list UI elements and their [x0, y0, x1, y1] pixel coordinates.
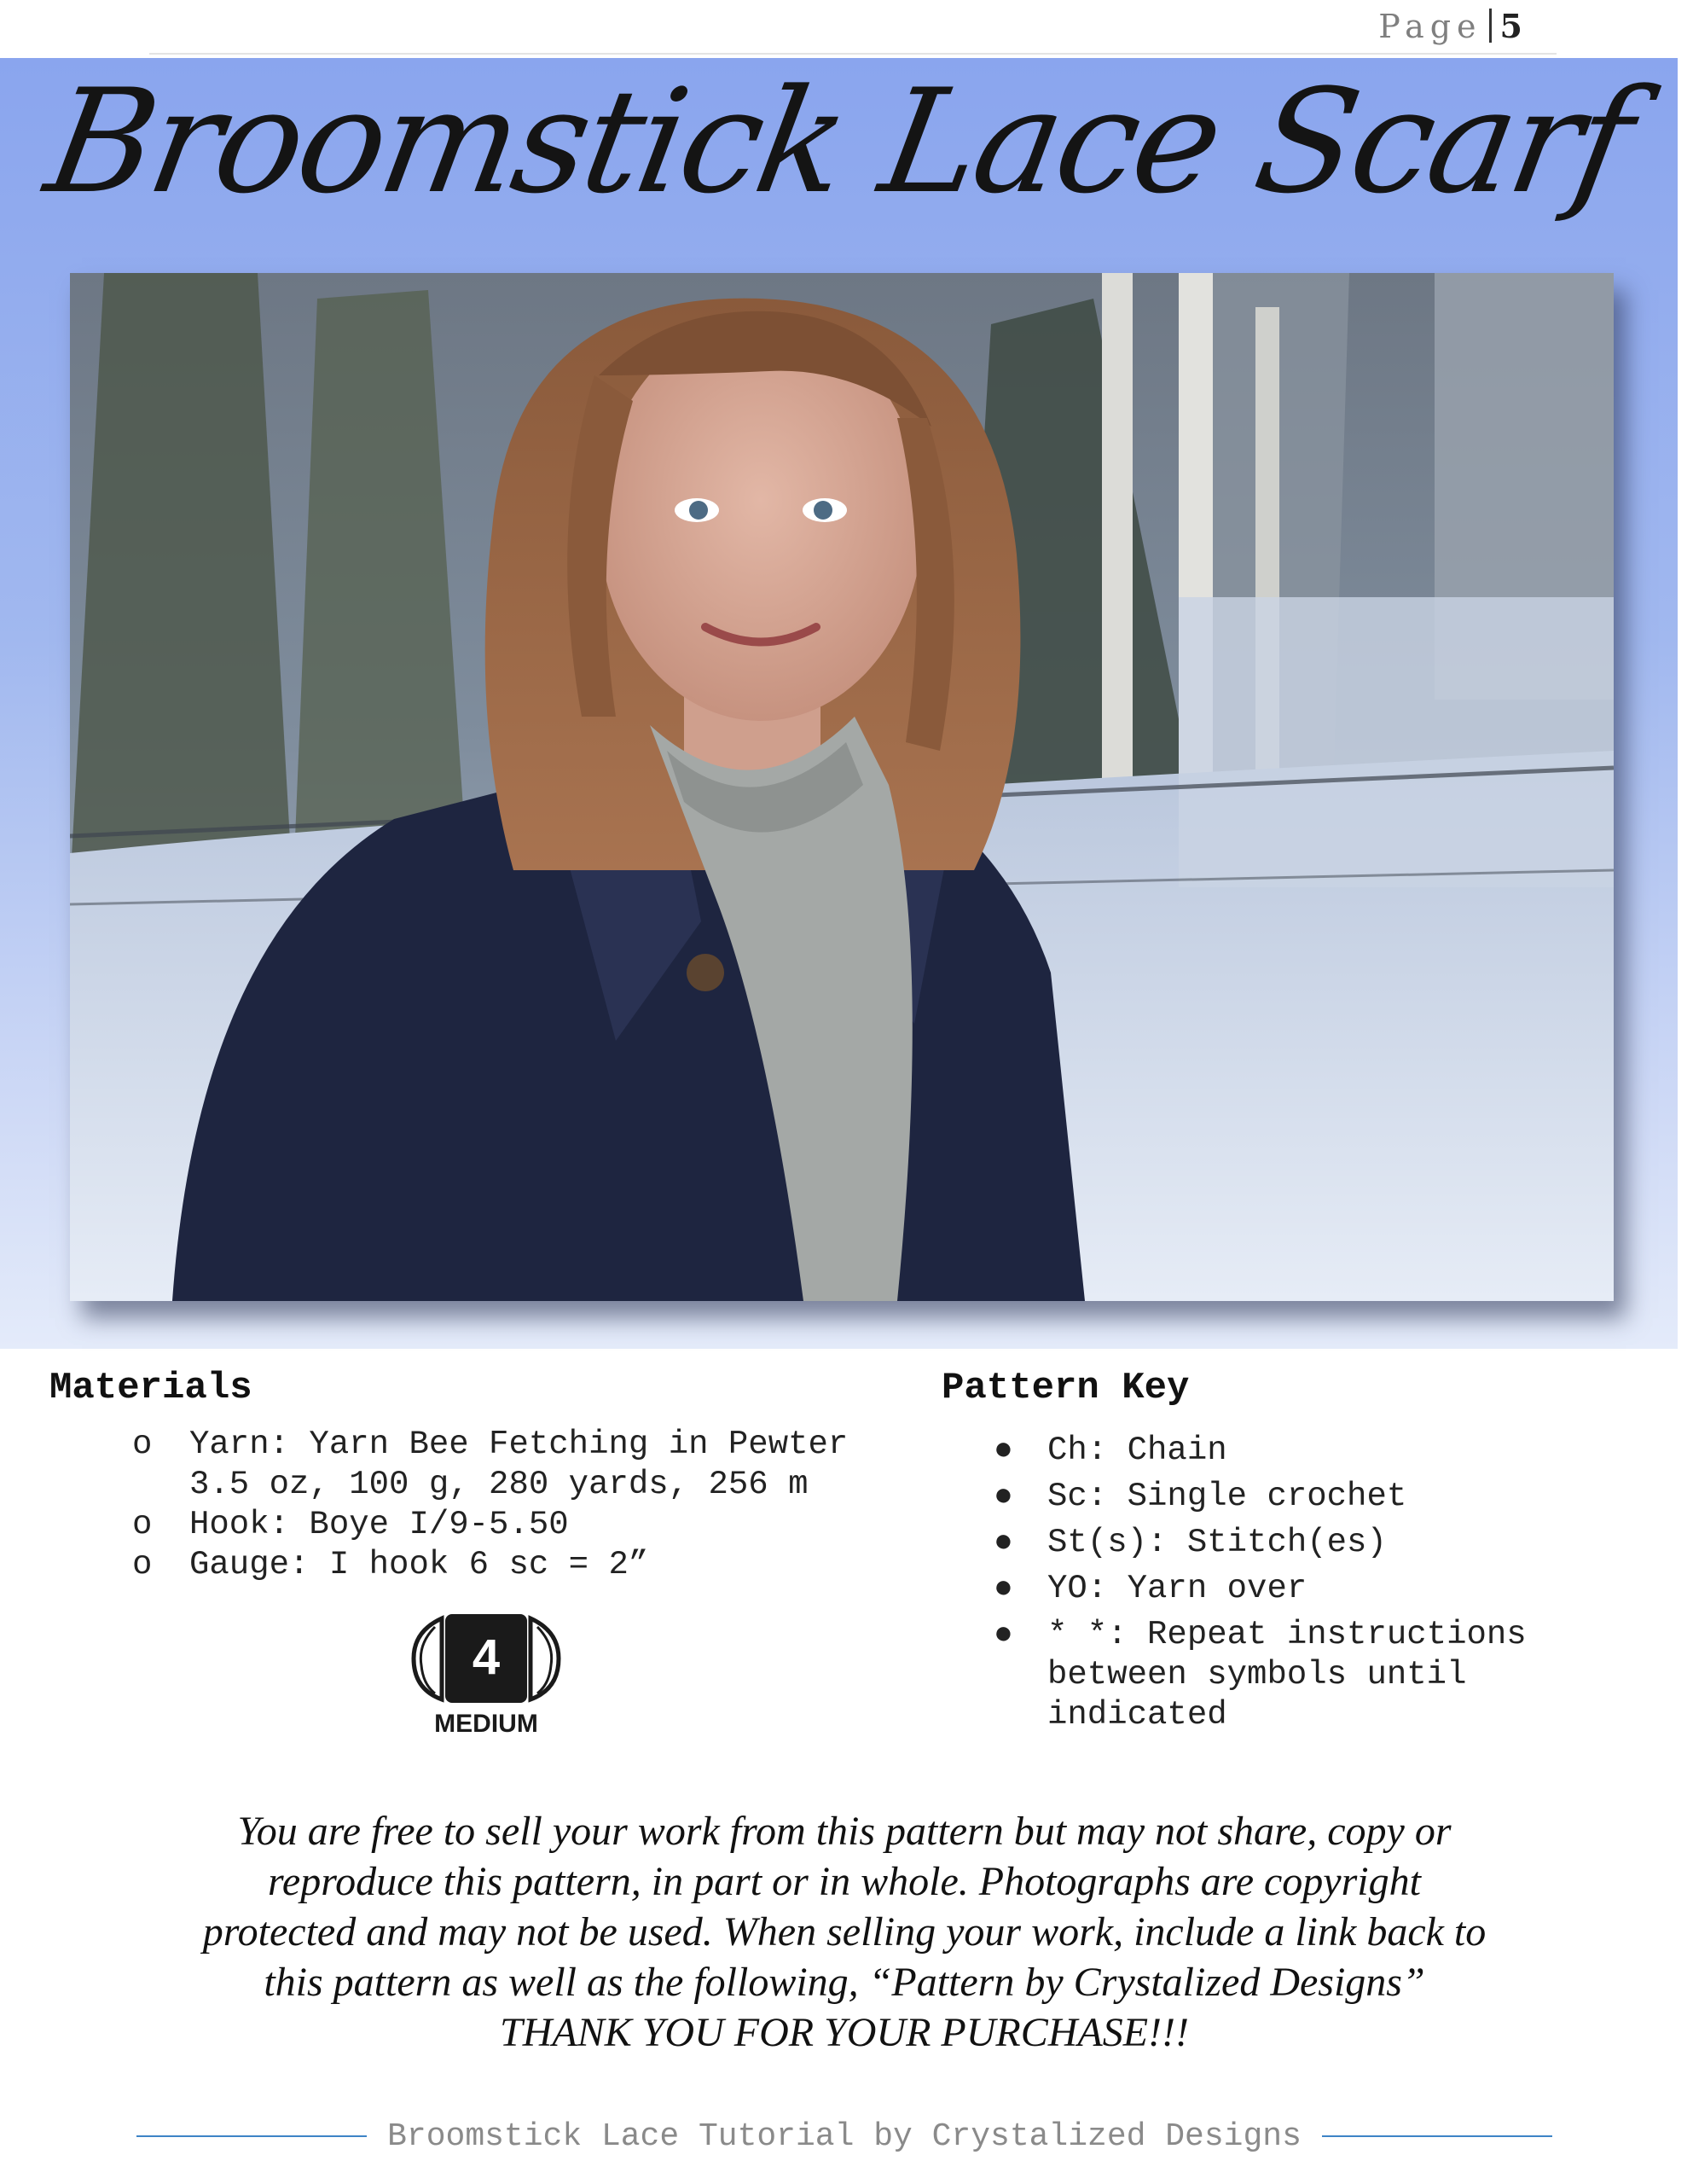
list-item [989, 1569, 1603, 1609]
bullet: ● [994, 1478, 1013, 1515]
bullet: ● [994, 1617, 1013, 1653]
page-number-value: 5 [1499, 7, 1522, 45]
footer [136, 2114, 1552, 2157]
materials-item-hook: Hook: Boye I/9-5.50 [189, 1506, 569, 1543]
key-item-sts: St(s): Stitch(es) [1047, 1524, 1387, 1561]
list-item [989, 1523, 1603, 1563]
materials-item-yarn: Yarn: Yarn Bee Fetching in Pewter 3.5 oz, 100 g, 280 yards, 256 m [189, 1426, 849, 1503]
scarf-photo [70, 273, 1614, 1301]
materials-item-gauge: Gauge: I hook 6 sc = 2” [189, 1546, 649, 1583]
key-item-yo: YO: Yarn over [1047, 1570, 1307, 1607]
list-item [132, 1545, 917, 1585]
photo-illustration [70, 273, 1614, 1301]
yarn-weight-label: MEDIUM [434, 1710, 538, 1738]
bullet: ● [994, 1525, 1013, 1561]
materials-list [132, 1425, 917, 1585]
yarn-weight-icon [409, 1606, 563, 1742]
yarn-weight-number: 4 [472, 1629, 501, 1685]
page-header [149, 0, 1557, 55]
materials-heading: Materials [49, 1367, 252, 1409]
thank-you-line: THANK YOU FOR YOUR PURCHASE!!! [500, 2010, 1189, 2055]
footer-text: Broomstick Lace Tutorial by Crystalized Designs [387, 2118, 1302, 2155]
list-item [989, 1477, 1603, 1517]
list-item [989, 1615, 1603, 1735]
bullet: o [132, 1546, 153, 1583]
notice-line: this pattern as well as the following, “Pattern by Crystalized Designs” [264, 1960, 1425, 2005]
pattern-key-list [989, 1431, 1603, 1741]
list-item [132, 1505, 917, 1545]
key-item-repeat: * *: Repeat instructions between symbols until indicated [1047, 1616, 1527, 1734]
notice-line: reproduce this pattern, in part or in whole. Photographs are copyright [268, 1859, 1421, 1904]
pattern-key-heading: Pattern Key [942, 1367, 1190, 1409]
footer-rule-right [1322, 2135, 1552, 2137]
bullet: ● [994, 1432, 1013, 1469]
bullet: o [132, 1506, 153, 1543]
list-item [132, 1425, 917, 1505]
page-title: Broomstick Lace Scarf [35, 58, 1643, 225]
page-number [1378, 7, 1522, 45]
key-item-ch: Ch: Chain [1047, 1432, 1227, 1469]
page-label: Page [1378, 8, 1482, 45]
key-item-sc: Sc: Single crochet [1047, 1478, 1407, 1515]
list-item [989, 1431, 1603, 1471]
bullet: ● [994, 1571, 1013, 1607]
bullet: o [132, 1426, 153, 1463]
notice-line: You are free to sell your work from this pattern but may not share, copy or [237, 1809, 1452, 1854]
notice-line: protected and may not be used. When selling your work, include a link back to [202, 1909, 1487, 1955]
copyright-notice [128, 1806, 1561, 2058]
page-separator [1489, 9, 1492, 43]
